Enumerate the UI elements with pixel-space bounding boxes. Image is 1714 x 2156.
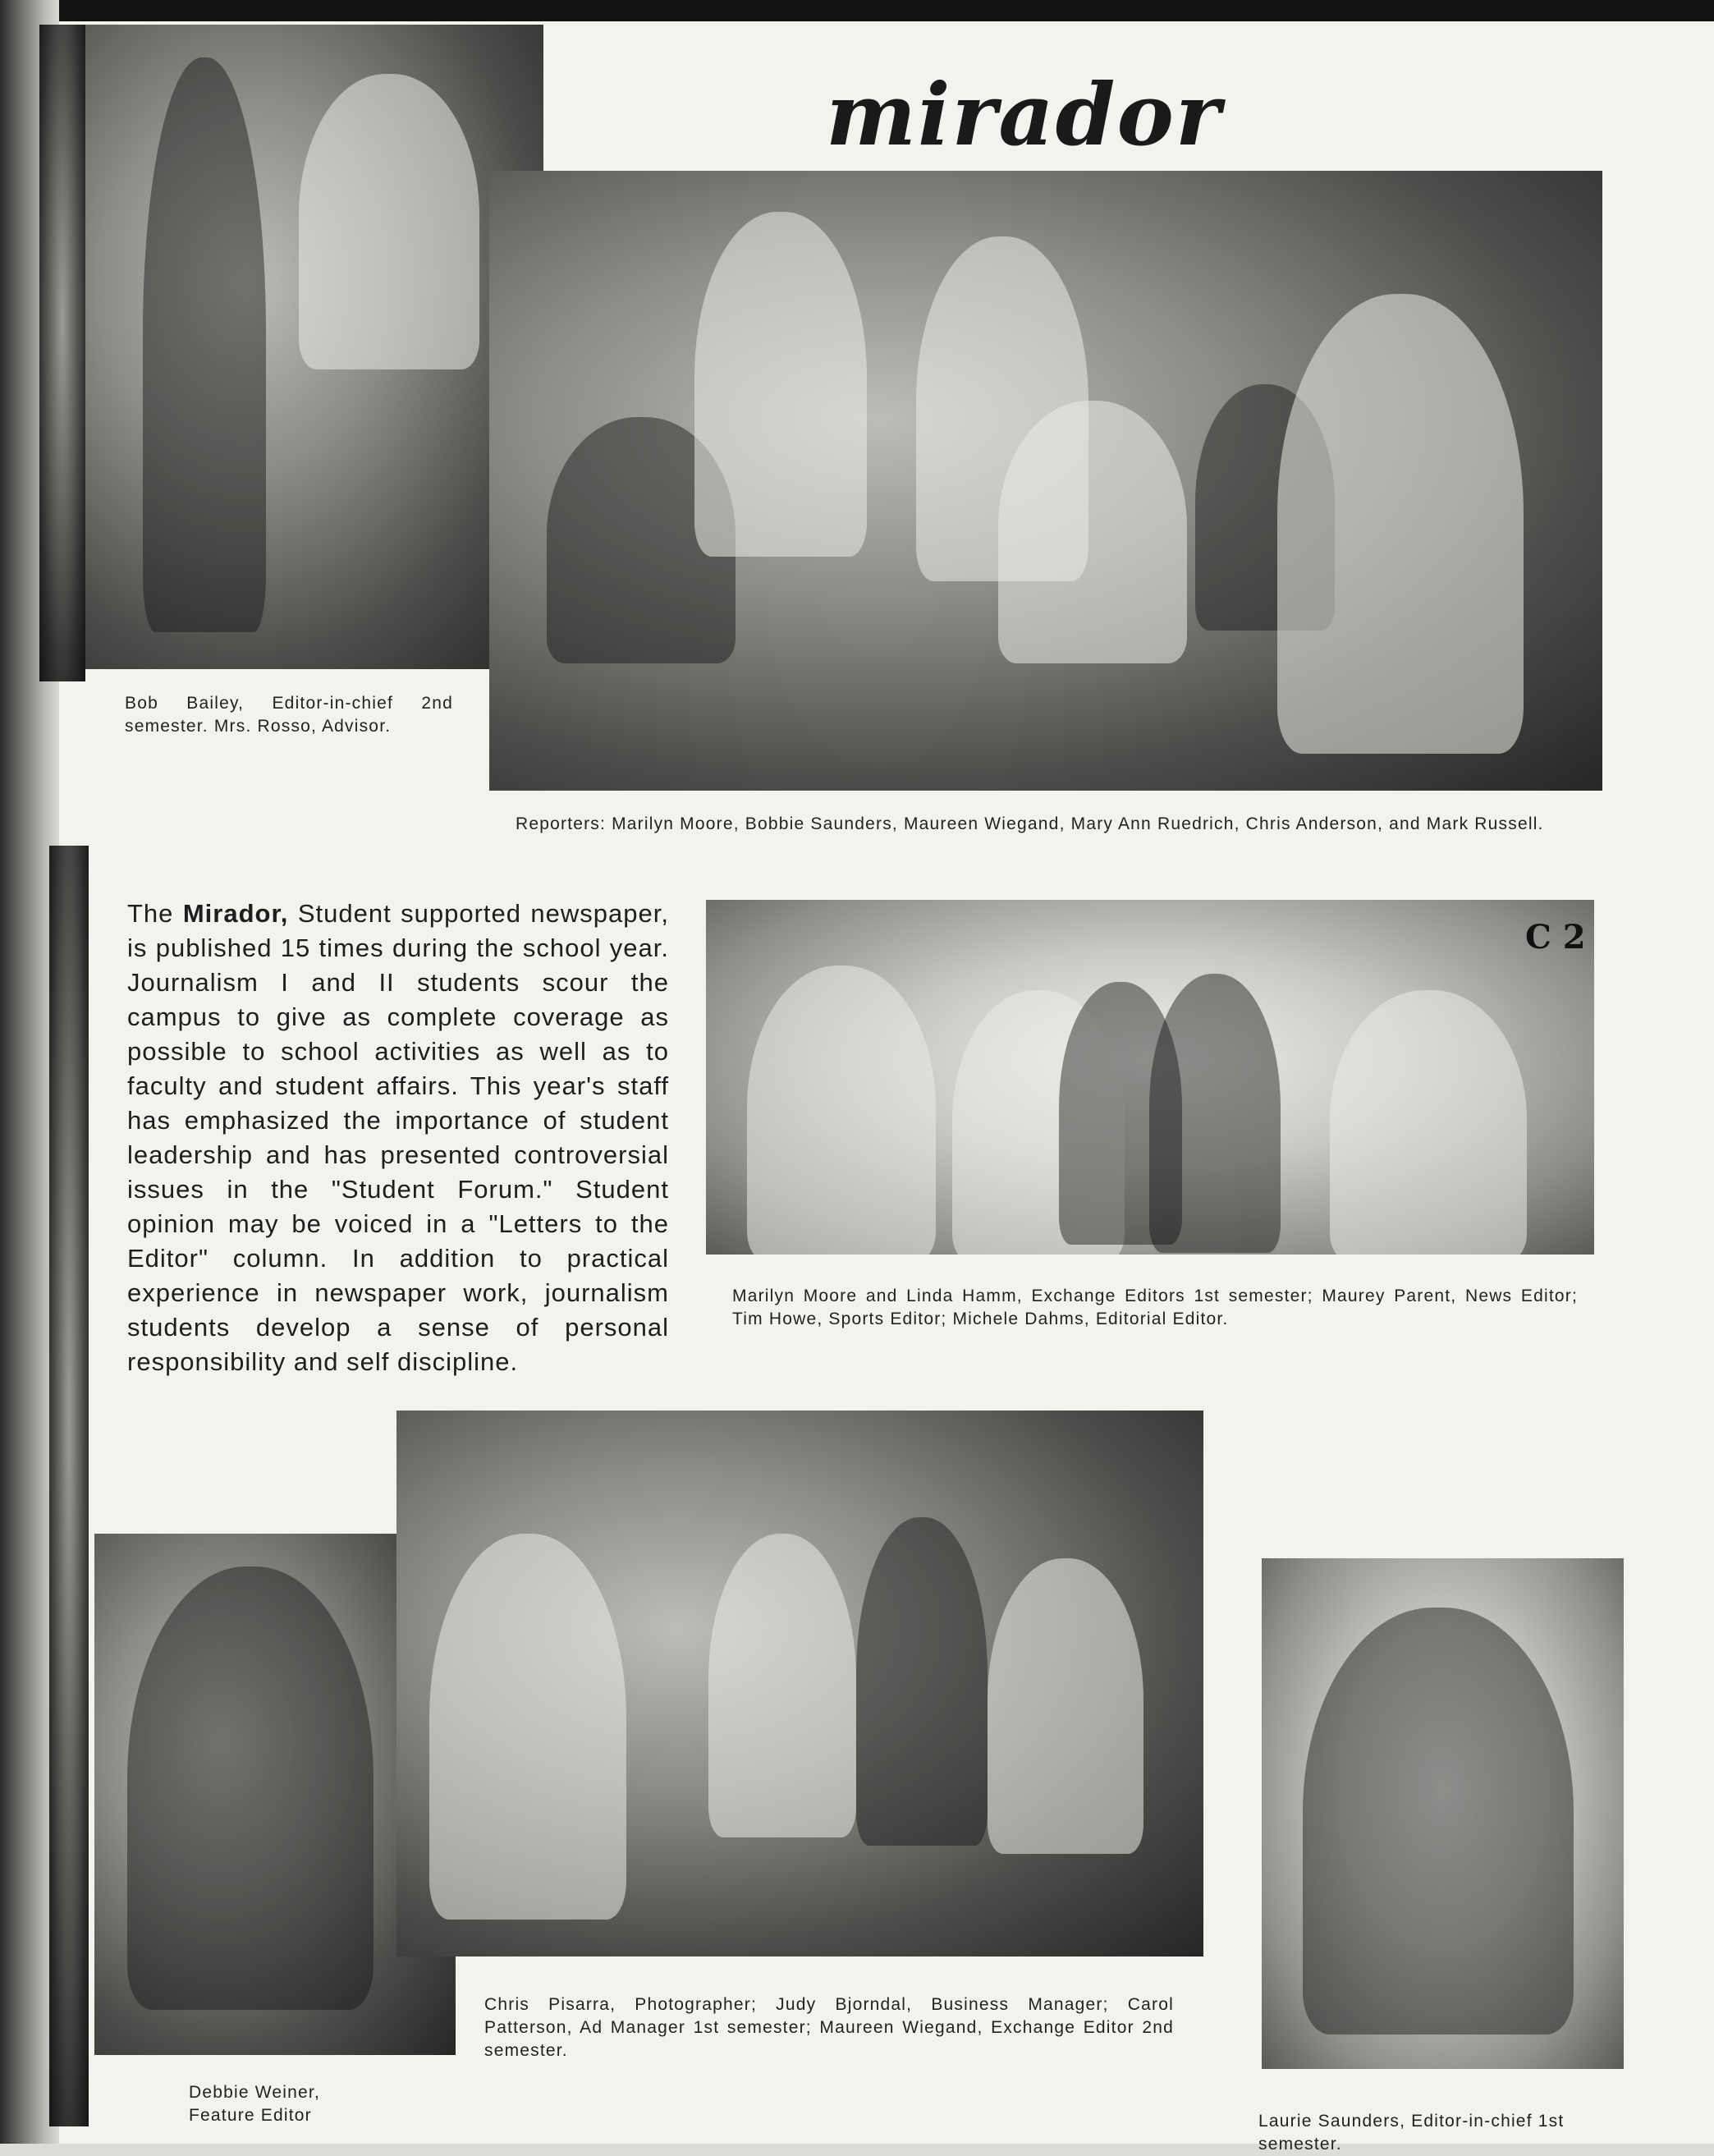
mirador-description: [127, 897, 669, 1379]
caption-exchange-editors: Marilyn Moore and Linda Hamm, Exchange Editors 1st semester; Maurey Parent, News Editor; Tim Howe, Sports Editor; Michele Dahms, Editorial Editor.: [732, 1287, 1578, 1328]
photo-business-staff: [396, 1411, 1203, 1956]
description-lead: The: [127, 899, 174, 928]
caption-editor-first-semester: Laurie Saunders, Editor-in-chief 1st semester.: [1258, 2112, 1565, 2154]
left-edge-photo-top: [39, 25, 85, 681]
caption-feature-editor: Debbie Weiner, Feature Editor: [189, 2083, 320, 2125]
photo-exchange-editors: [706, 900, 1594, 1255]
page-title: mirador: [826, 64, 1222, 165]
page-code-mark: C 2: [1525, 918, 1586, 956]
description-rest: Student supported newspaper, is published 15 times during the school year. Journalism I and II students scour the campus to give as complete coverage as possible to school activities as well as to faculty and student affairs. This year's staff has emphasized the importance of student leadership and has presented controversial issues in the "Student Forum." Student opinion may be voiced in a "Letters to the Editor" column. In addition to practical experience in newspaper work, journalism students develop a sense of personal responsibility and self discipline.: [127, 899, 669, 1376]
caption-business-staff: Chris Pisarra, Photographer; Judy Bjorndal, Business Manager; Carol Patterson, Ad Manager 1st semester; Maureen Wiegand, Exchange Editor 2nd semester.: [484, 1995, 1174, 2060]
description-name: Mirador,: [182, 899, 289, 928]
photo-editor-advisor: [85, 25, 543, 669]
photo-reporters: [489, 171, 1602, 791]
left-edge-photo-bottom: [49, 846, 89, 2126]
caption-reporters: Reporters: Marilyn Moore, Bobbie Saunders, Maureen Wiegand, Mary Ann Ruedrich, Chris Anderson, and Mark Russell.: [516, 814, 1544, 833]
photo-editor-first-semester: [1262, 1558, 1624, 2069]
caption-editor-advisor: Bob Bailey, Editor-in-chief 2nd semester. Mrs. Rosso, Advisor.: [125, 694, 453, 736]
scan-top-edge: [0, 0, 1714, 21]
